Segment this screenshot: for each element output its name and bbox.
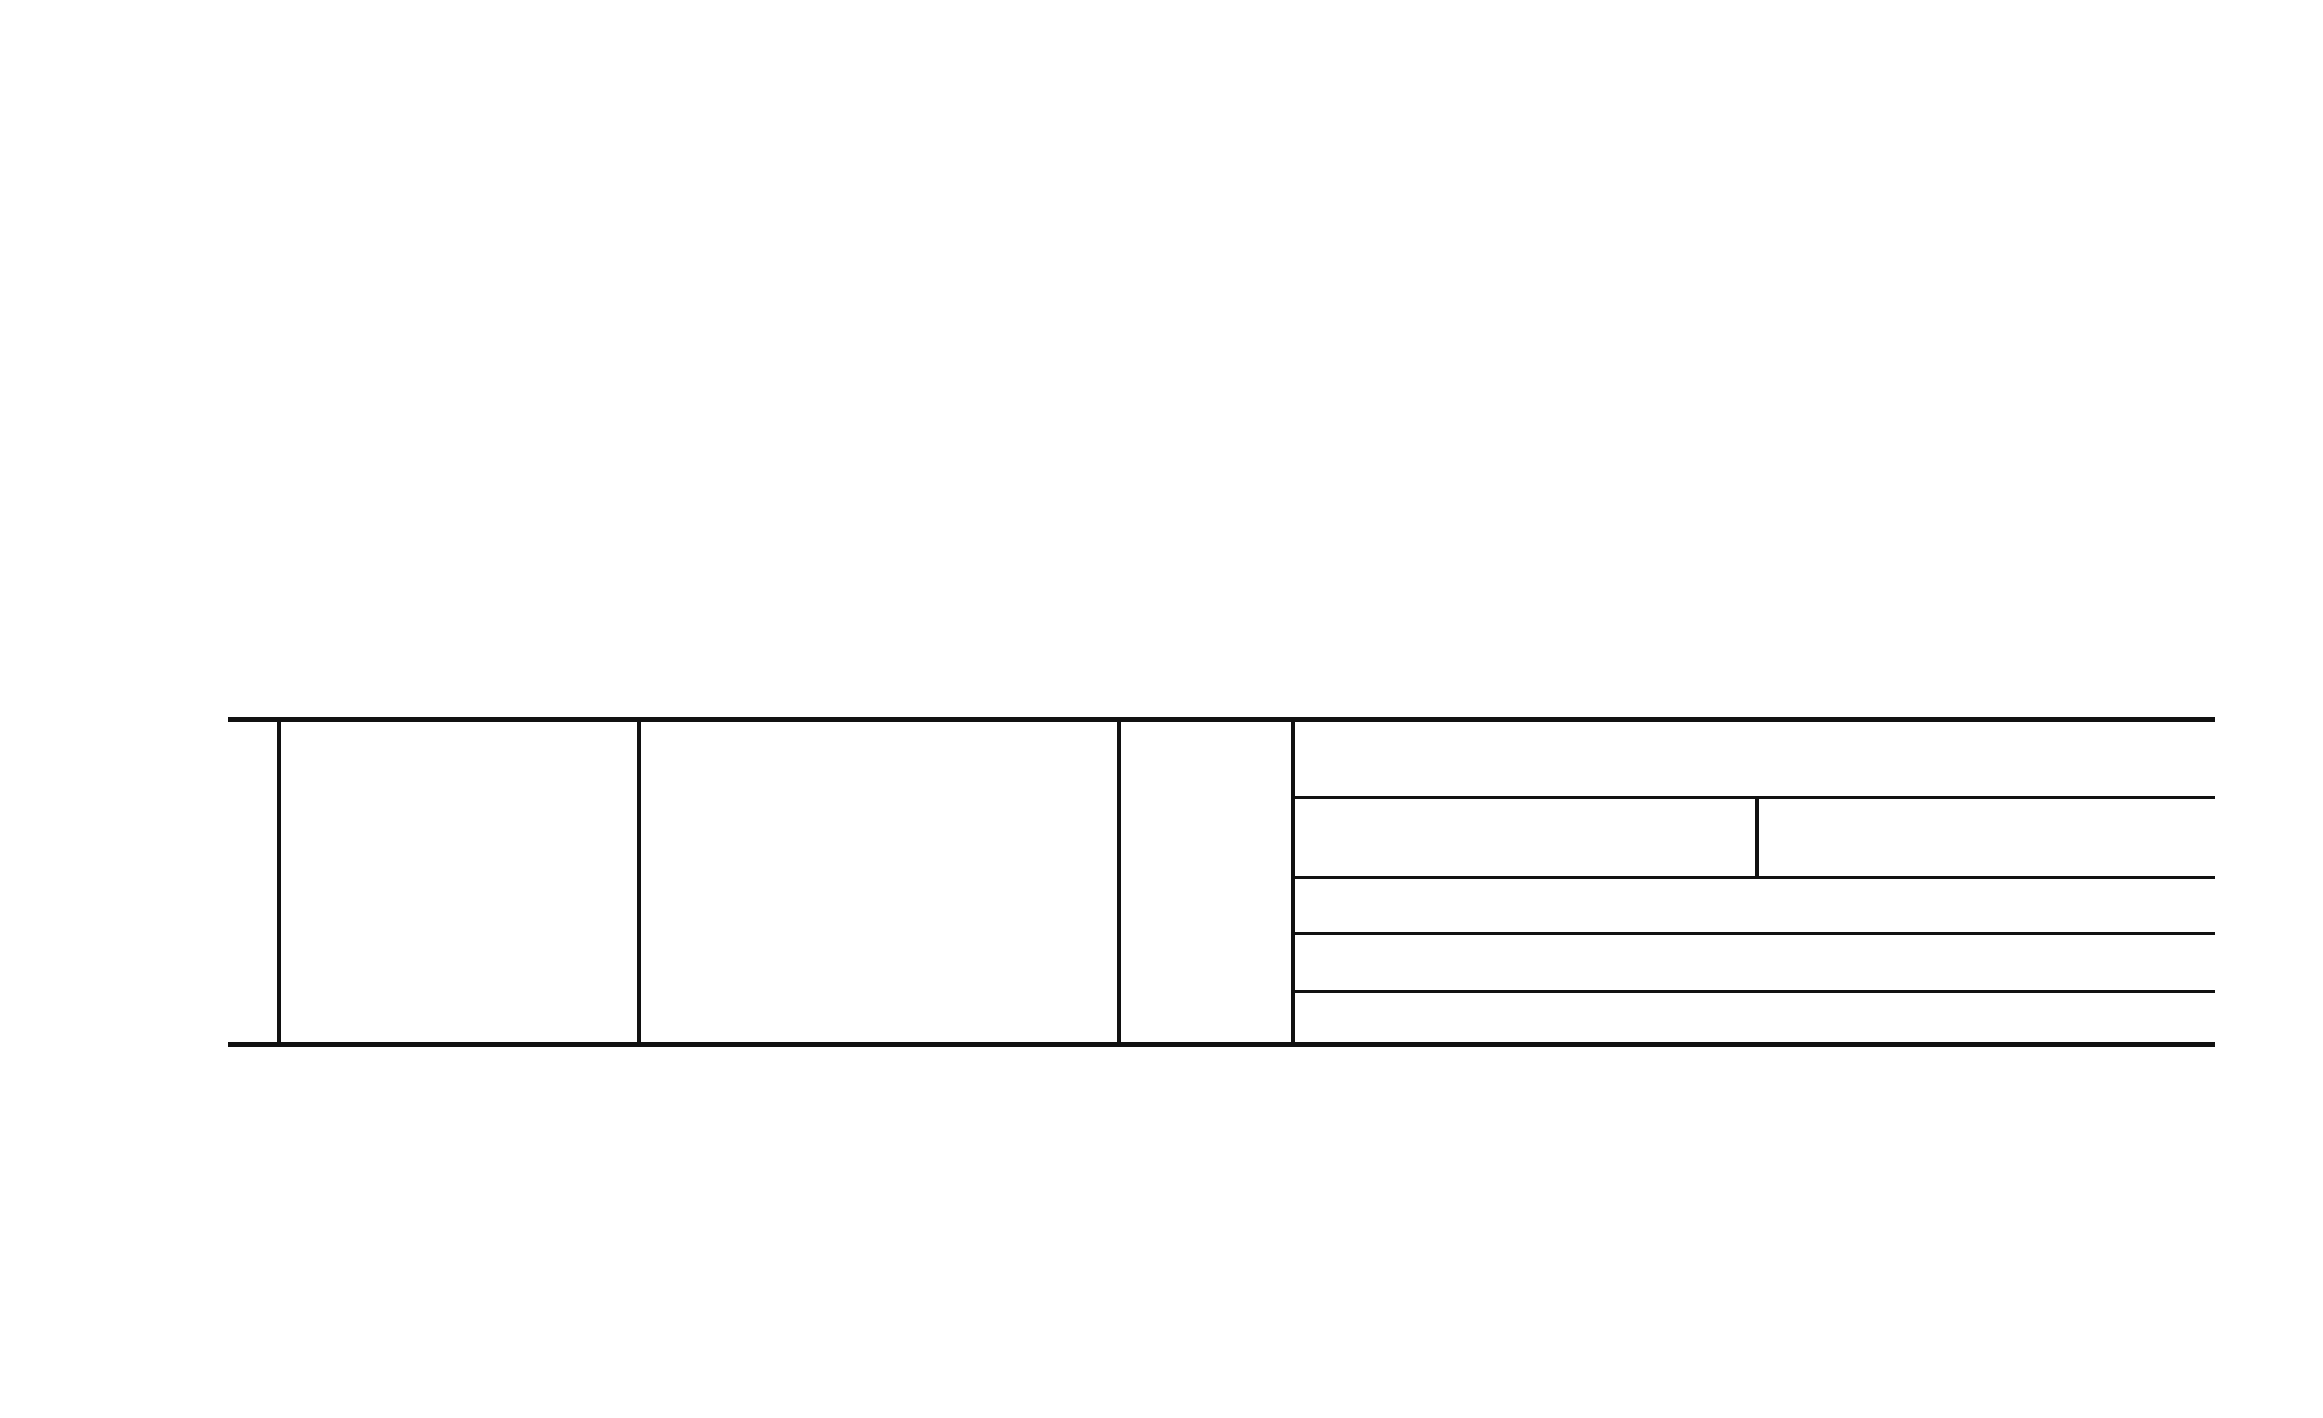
column-divider (1755, 799, 1759, 876)
header-divider (1295, 932, 2215, 935)
column-divider (277, 722, 281, 1042)
header-divider (1295, 876, 2215, 879)
column-divider (1117, 722, 1121, 1042)
table-top-border (228, 717, 2215, 722)
column-divider (637, 722, 641, 1042)
column-divider (1291, 722, 1295, 1042)
header-divider (1295, 990, 2215, 993)
table-header-bottom-border (228, 1042, 2215, 1047)
